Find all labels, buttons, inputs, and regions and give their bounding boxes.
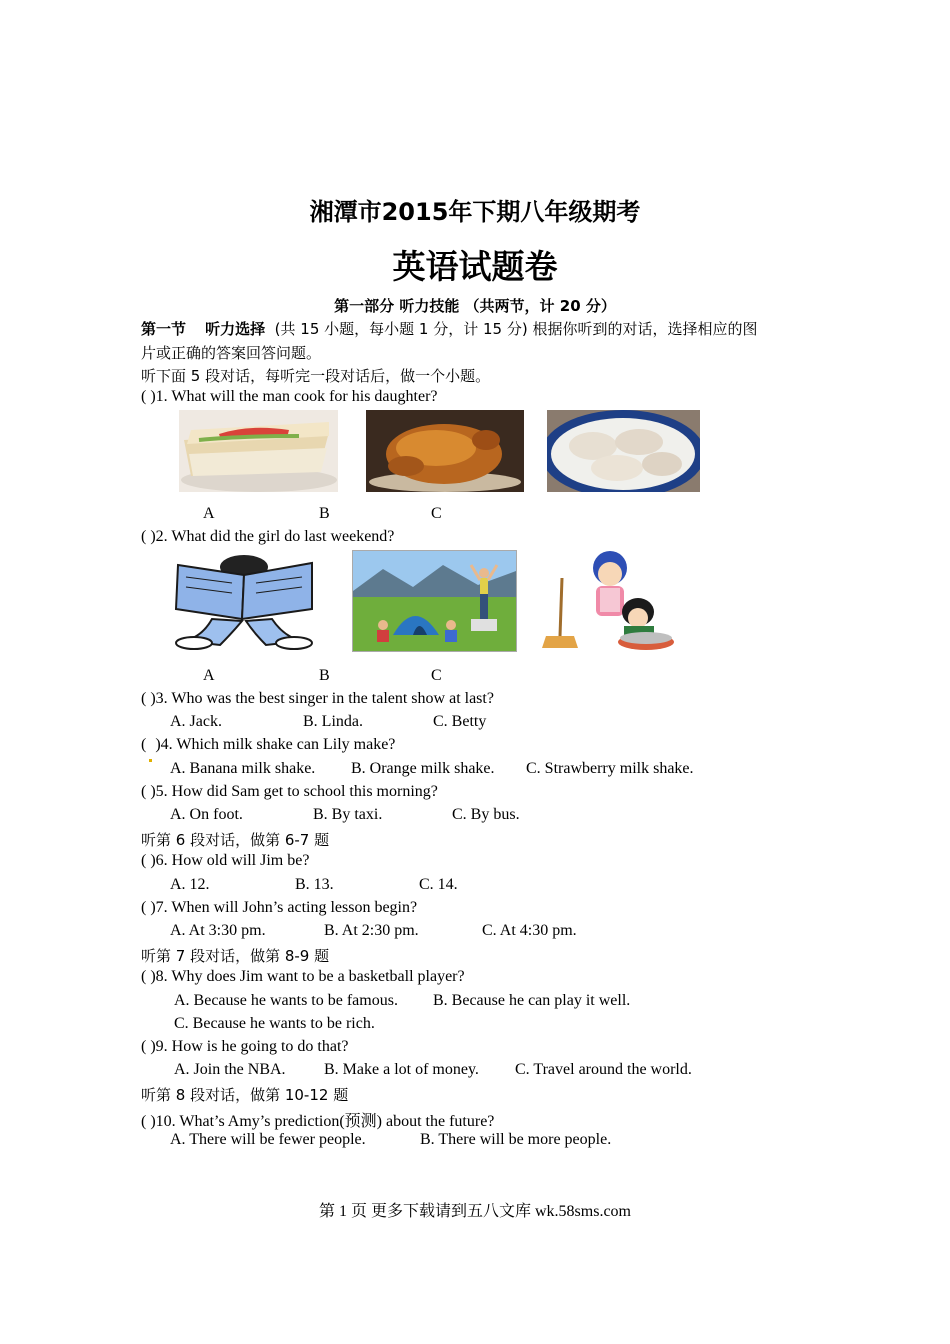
option-c: C. At 4:30 pm. (482, 922, 577, 939)
listening-note-10-12: 听第 8 段对话，做第 10-12 题 (141, 1086, 349, 1104)
option-a: A. On foot. (170, 806, 243, 823)
option-label-b: B (319, 667, 330, 684)
option-c: C. Strawberry milk shake. (526, 760, 694, 777)
option-b: B. 13. (295, 876, 334, 893)
option-c: C. 14. (419, 876, 458, 893)
question-7: ( )7. When will John’s acting lesson begin? (141, 899, 418, 916)
option-b: B. Orange milk shake. (351, 760, 495, 777)
option-a: A. At 3:30 pm. (170, 922, 266, 939)
option-b: B. Linda. (303, 713, 363, 730)
dumplings-image (547, 410, 700, 492)
section-heading (141, 318, 757, 339)
listening-note-6-7: 听第 6 段对话，做第 6-7 题 (141, 831, 330, 849)
listening-note-8-9: 听第 7 段对话，做第 8-9 题 (141, 947, 330, 965)
option-b: B. Because he can play it well. (433, 992, 631, 1009)
part-heading: 第一部分 听力技能 （共两节，计 20 分） (334, 297, 616, 315)
option-a: A. Join the NBA. (174, 1061, 286, 1078)
option-c: C. Because he wants to be rich. (174, 1015, 375, 1032)
listening-note: 听下面 5 段对话，每听完一段对话后，做一个小题。 (141, 367, 491, 385)
question-8: ( )8. Why does Jim want to be a basketball player? (141, 968, 465, 985)
option-c: C. By bus. (452, 806, 520, 823)
section-label: 第一节 (141, 320, 187, 338)
question-5: ( )5. How did Sam get to school this morning? (141, 783, 438, 800)
option-c: C. Travel around the world. (515, 1061, 692, 1078)
housework-cartoon-image (542, 548, 682, 654)
question-6: ( )6. How old will Jim be? (141, 852, 310, 869)
question-10: ( )10. What’s Amy’s prediction(预测) about the future? (141, 1113, 495, 1130)
question-4-paren: ( (141, 736, 147, 753)
question-2: ( )2. What did the girl do last weekend? (141, 528, 395, 545)
exam-subtitle: 英语试题卷 (392, 247, 558, 286)
reading-cartoon-image (172, 553, 317, 651)
question-4-text: )4. Which milk shake can Lily make? (155, 736, 396, 753)
option-label-a: A (203, 667, 215, 684)
section-instructions-cont: 片或正确的答案回答问题。 (141, 344, 322, 362)
option-b: B. Make a lot of money. (324, 1061, 479, 1078)
option-label-a: A (203, 505, 215, 522)
option-b: B. There will be more people. (420, 1131, 612, 1148)
option-a: A. There will be fewer people. (170, 1131, 366, 1148)
question-9: ( )9. How is he going to do that? (141, 1038, 349, 1055)
option-a: A. Jack. (170, 713, 222, 730)
section-instructions: (共 15 小题，每小题 1 分，计 15 分) 根据你听到的对话，选择相应的图 (274, 320, 758, 338)
option-a: A. Because he wants to be famous. (174, 992, 398, 1009)
camping-photo-image (352, 550, 517, 652)
section-name: 听力选择 (205, 320, 266, 338)
sandwich-image (179, 410, 338, 492)
option-c: C. Betty (433, 713, 487, 730)
option-b: B. By taxi. (313, 806, 383, 823)
page-footer: 第 1 页 更多下载请到五八文库 wk.58sms.com (318, 1203, 631, 1220)
option-label-c: C (431, 505, 442, 522)
option-label-c: C (431, 667, 442, 684)
option-a: A. 12. (170, 876, 210, 893)
option-a: A. Banana milk shake. (170, 760, 316, 777)
question-3: ( )3. Who was the best singer in the talent show at last? (141, 690, 494, 707)
question-4 (141, 736, 395, 754)
option-label-b: B (319, 505, 330, 522)
exam-title: 湘潭市2015年下期八年级期考 (309, 198, 641, 226)
roast-chicken-image (366, 410, 524, 492)
question-1: ( )1. What will the man cook for his daughter? (141, 388, 438, 405)
option-b: B. At 2:30 pm. (324, 922, 419, 939)
